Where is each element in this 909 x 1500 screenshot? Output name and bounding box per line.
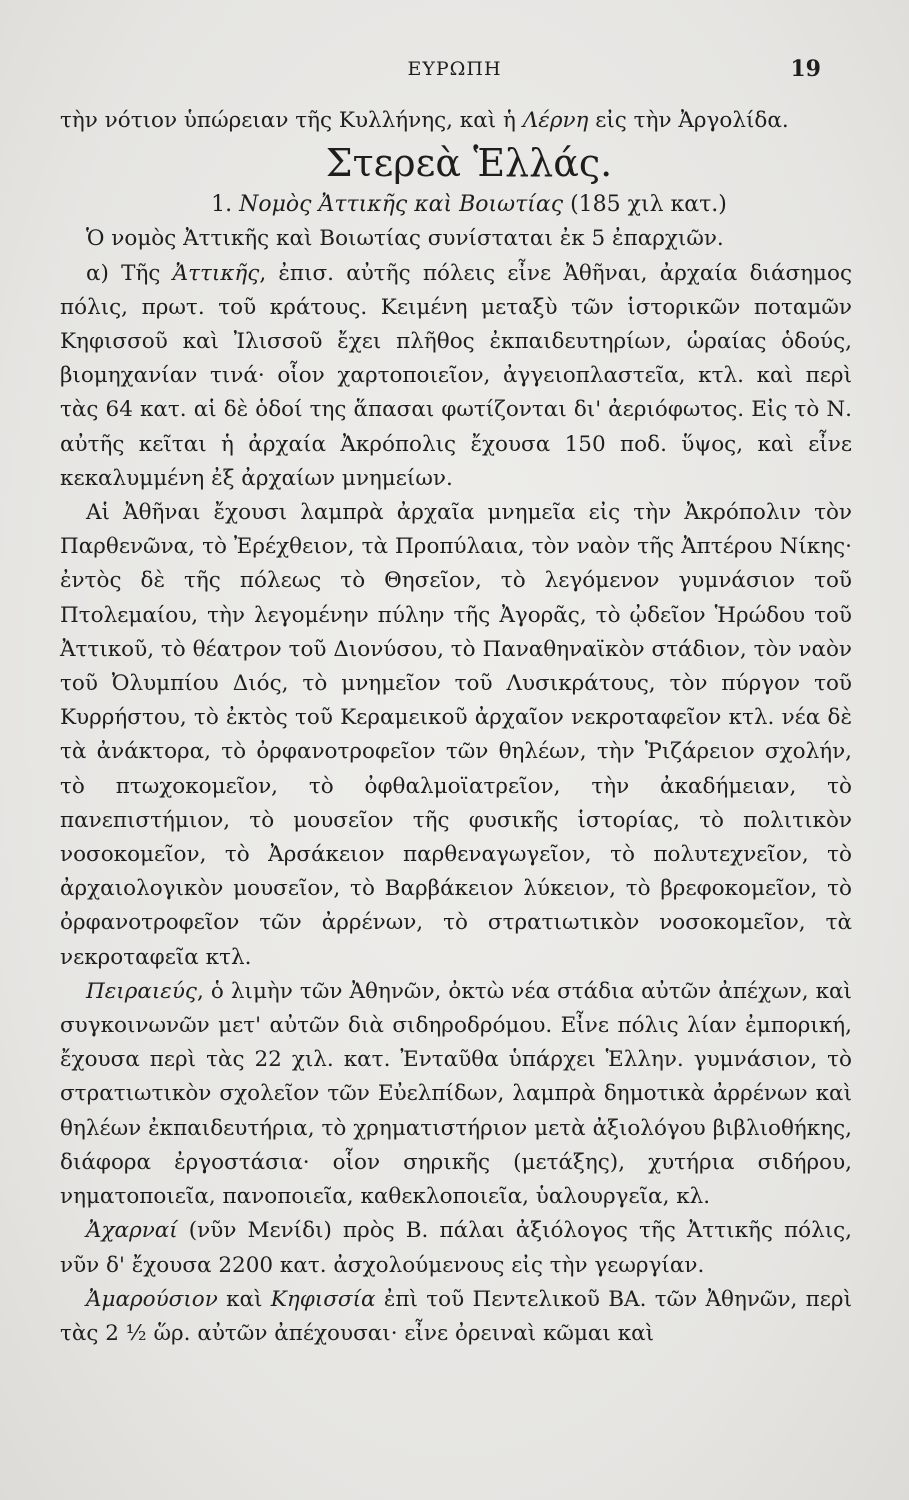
- section-title: Στερεὰ Ἑλλάς.: [325, 141, 613, 186]
- text-run: α) Τῆς: [86, 260, 173, 286]
- running-title: ΕΥΡΩΠΗ: [407, 58, 502, 80]
- text-run: , ἐπισ. αὐτῆς πόλεις εἶνε Ἀθῆναι, ἀρχαία διάσημος πόλις, πρωτ. τοῦ κράτους. Κειμένη μεταξὺ τῶν ἱστορικῶν ποταμῶν Κηφισσοῦ καὶ Ἰλισσοῦ ἔχει πλῆθος ἐκπαιδευτηρίων, ὡραίας ὁδούς, βιομηχανίαν τινά· οἷον χαρτοποιεῖον, ἀγγειοπλαστεῖα, κτλ. καὶ περὶ τὰς 64 κατ. αἱ δὲ ὁδοί της ἅπασαι φωτίζονται δι' ἀεριόφωτος. Εἰς τὸ Ν. αὐτῆς κεῖται ἡ ἀρχαία Ἀκρόπολις ἔχουσα 150 ποδ. ὕψος, καὶ εἶνε κεκαλυμμένη ἐξ ἀρχαίων μνημείων.: [60, 260, 852, 491]
- page-number: 19: [790, 56, 821, 82]
- subsection-name: Νομὸς Ἀττικῆς καὶ Βοιωτίας: [239, 192, 564, 218]
- place-name-piraeus: Πειραιεύς: [86, 978, 197, 1004]
- place-name-lerne: Λέρνη: [522, 108, 589, 133]
- text-run: (νῦν Μενίδι) πρὸς Β. πάλαι ἀξιόλογος τῆς Ἀττικῆς πόλις, νῦν δ' ἔχουσα 2200 κατ. ἀσχολούμενους εἰς τὴν γεωργίαν.: [60, 1218, 852, 1278]
- paragraph-athens-monuments: Αἱ Ἀθῆναι ἔχουσι λαμπρὰ ἀρχαῖα μνημεῖα εἰς τὴν Ἀκρόπολιν τὸν Παρθενῶνα, τὸ Ἐρέχθειον, τὰ Προπύλαια, τὸν ναὸν τῆς Ἀπτέρου Νίκης· ἐντὸς δὲ τῆς πόλεως τὸ Θησεῖον, τὸ λεγόμενον γυμνάσιον τοῦ Πτολεμαίου, τὴν λεγομένην πύλην τῆς Ἀγορᾶς, τὸ ᾠδεῖον Ἡρώδου τοῦ Ἀττικοῦ, τὸ θέατρον τοῦ Διονύσου, τὸ Παναθηναϊκὸν στάδιον, τὸν ναὸν τοῦ Ὀλυμπίου Διός, τὸ μνημεῖον τοῦ Λυσικράτους, τὸν πύργον τοῦ Κυρρήστου, τὸ ἐκτὸς τοῦ Κεραμεικοῦ ἀρχαῖον νεκροταφεῖον κτλ. νέα δὲ τὰ ἀνάκτορα, τὸ ὀρφανοτροφεῖον τῶν θηλέων, τὴν Ῥιζάρειον σχολήν, τὸ πτωχοκομεῖον, τὸ ὀφθαλμοϊατρεῖον, τὴν ἀκαδήμειαν, τὸ πανεπιστήμιον, τὸ μουσεῖον τῆς φυσικῆς ἱστορίας, τὸ πολιτικὸν νοσοκομεῖον, τὸ Ἀρσάκειον παρθεναγωγεῖον, τὸ πολυτεχνεῖον, τὸ ἀρχαιολογικὸν μουσεῖον, τὸ Βαρβάκειον λύκειον, τὸ βρεφοκομεῖον, τὸ ὀρφανοτροφεῖον τῶν ἀρρένων, τὸ στρατιωτικὸν νοσοκομεῖον, τὰ νεκροταφεῖα κτλ.: [60, 500, 852, 970]
- paragraph-attica: [60, 257, 852, 496]
- paragraph-intro: Ὁ νομὸς Ἀττικῆς καὶ Βοιωτίας συνίσταται ἐκ 5 ἐπαρχιῶν.: [86, 226, 724, 252]
- place-name-amarousion: Ἀμαρούσιον: [86, 1286, 218, 1312]
- text-run: ἐπὶ τοῦ Πεντελικοῦ ΒΑ. τῶν Ἀθηνῶν, περὶ τὰς 2 ½ ὥρ. αὐτῶν ἀπέχουσαι· εἶνε ὀρειναὶ κῶμαι καὶ: [60, 1286, 852, 1346]
- body-text: [60, 104, 852, 1351]
- text-run: τὴν νότιον ὑπώρειαν τῆς Κυλλήνης, καὶ ἡ: [60, 108, 523, 133]
- place-name-attiki: Ἀττικῆς: [172, 260, 260, 286]
- place-name-kifissia: Κηφισσία: [270, 1286, 376, 1312]
- paragraph-continuation: [60, 104, 852, 138]
- text-run: καὶ: [217, 1286, 271, 1312]
- paragraph-piraeus: [60, 975, 852, 1214]
- place-name-acharnai: Ἀχαρναί: [86, 1218, 178, 1244]
- text-run: , ὁ λιμὴν τῶν Ἀθηνῶν, ὀκτὼ νέα στάδια αὐτῶν ἀπέχων, καὶ συγκοινωνῶν μετ' αὐτῶν διὰ σιδηροδρόμου. Εἶνε πόλις λίαν ἐμπορική, ἔχουσα περὶ τὰς 22 χιλ. κατ. Ἐνταῦθα ὑπάρχει Ἑλλην. γυμνάσιον, τὸ στρατιωτικὸν σχολεῖον τῶν Εὐελπίδων, λαμπρὰ δημοτικὰ ἀρρένων καὶ θηλέων ἐκπαιδευτήρια, τὸ χρηματιστήριον μετὰ ἀξιολόγου βιβλιοθήκης, διάφορα ἐργοστάσια· οἷον σηρικῆς (μετάξης), χυτήρια σιδήρου, νηματοποιεῖα, πανοποιεῖα, καθεκλοποιεῖα, ὑαλουργεῖα, κλ.: [60, 978, 852, 1210]
- paragraph-amarousion: [60, 1283, 852, 1351]
- subsection-heading: [60, 188, 852, 222]
- paragraph-acharnai: [60, 1214, 852, 1282]
- text-run: εἰς τὴν Ἀργολίδα.: [588, 108, 789, 133]
- subsection-population: (185 χιλ κατ.): [563, 192, 727, 218]
- subsection-number: 1.: [211, 192, 240, 218]
